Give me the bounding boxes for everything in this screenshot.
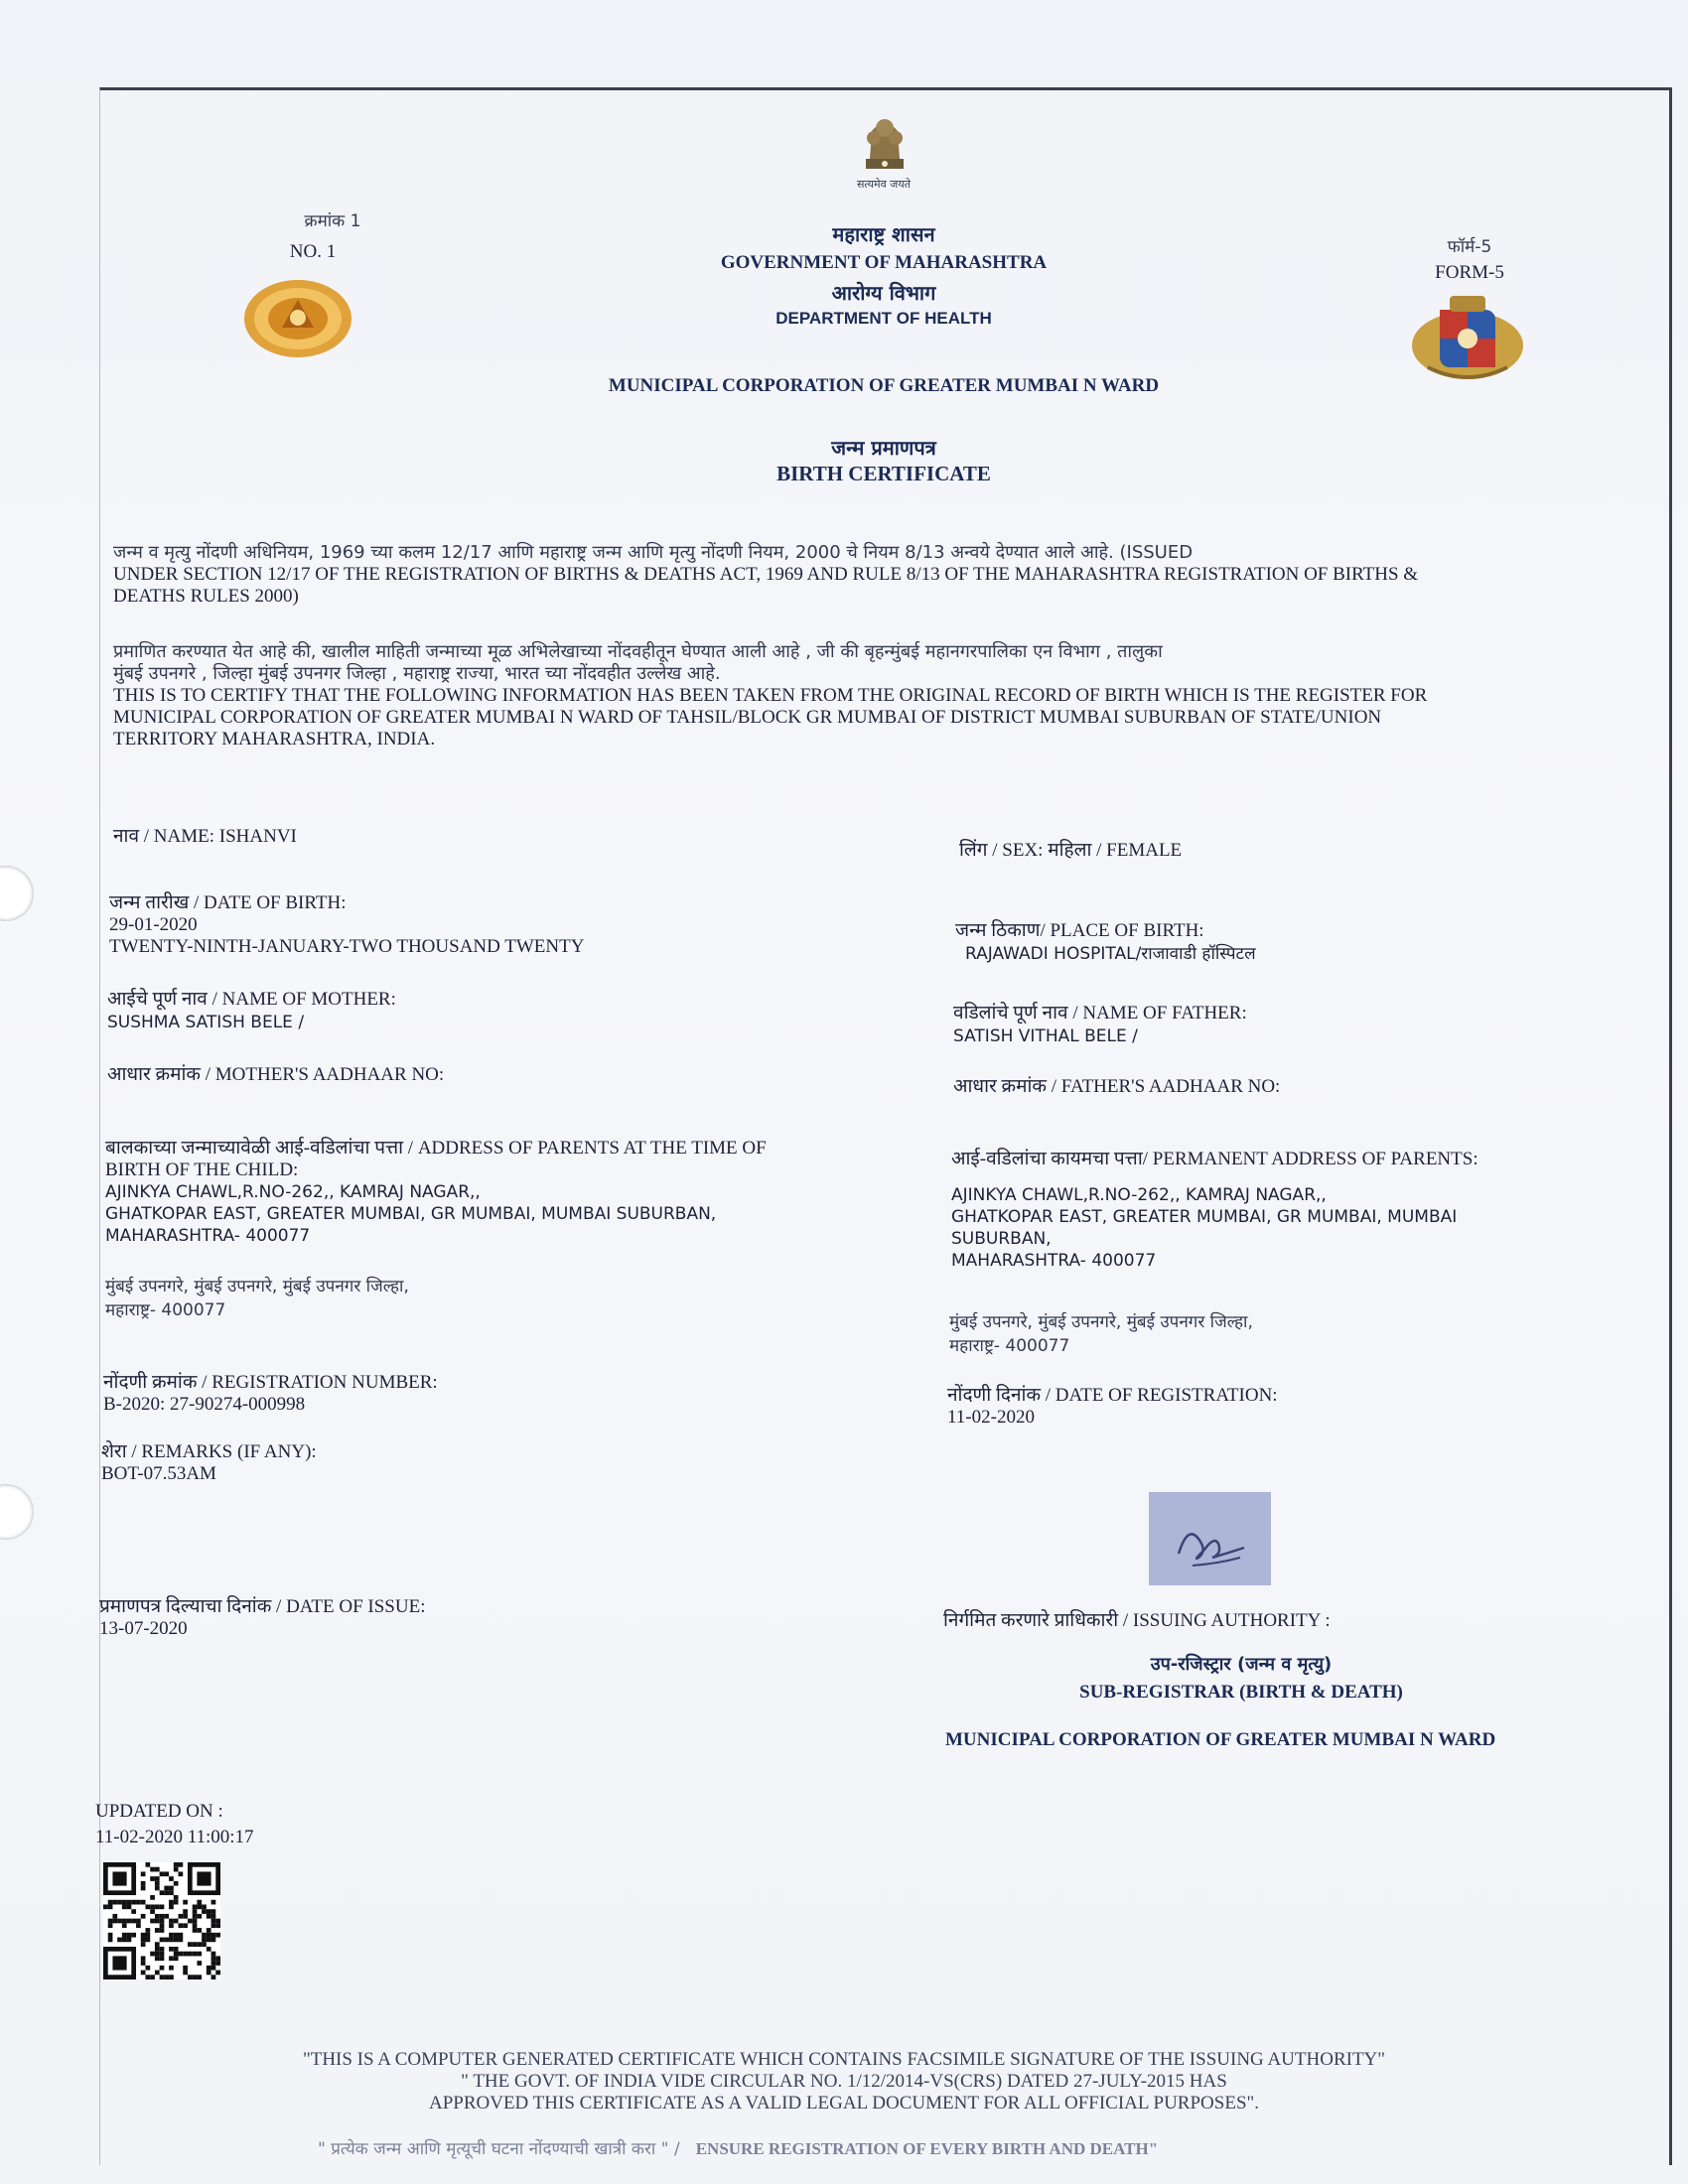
certify-line-5: TERRITORY MAHARASHTRA, INDIA. [113, 729, 436, 750]
address-at-birth-marathi [105, 1275, 409, 1322]
mother-value: SUSHMA SATISH BELE / [107, 1013, 305, 1032]
certify-line-1: प्रमाणित करण्यात येत आहे की, खालील माहिती जन्माच्या मूळ अभिलेखाच्या नोंदवहीतून घेण्यात आली आहे , जी की बृहन्मुंबई महानगरपालिका एन विभाग , तालुका [113, 641, 1163, 662]
permanent-address-line-2: GHATKOPAR EAST, GREATER MUMBAI, GR MUMBAI, MUMBAI [951, 1207, 1458, 1227]
address-at-birth-line-2: GHATKOPAR EAST, GREATER MUMBAI, GR MUMBAI, MUMBAI SUBURBAN, [105, 1204, 717, 1224]
father-label: वडिलांचे पूर्ण नाव / NAME OF FATHER: [953, 1003, 1247, 1024]
registration-number-block [103, 1372, 438, 1416]
updated-on-block [95, 1801, 254, 1848]
footer-slogan-marathi: " प्रत्येक जन्म आणि मृत्यूची घटना नोंदण्याची खात्री करा " / [318, 2139, 680, 2159]
form-label: FORM-5 [1435, 262, 1504, 283]
registration-date-block [947, 1385, 1278, 1429]
date-of-issue-value: 13-07-2020 [99, 1618, 188, 1639]
statute-paragraph [113, 542, 1647, 608]
certificate-title-marathi: जन्म प्रमाणपत्र [831, 436, 936, 460]
registration-date-label: नोंदणी दिनांक / DATE OF REGISTRATION: [947, 1385, 1278, 1406]
footer-line-1: "THIS IS A COMPUTER GENERATED CERTIFICATE WHICH CONTAINS FACSIMILE SIGNATURE OF THE ISSUING AUTHORITY" [302, 2049, 1386, 2070]
govt-title: GOVERNMENT OF MAHARASHTRA [720, 252, 1048, 273]
father-aadhaar-label: आधार क्रमांक / FATHER'S AADHAAR NO: [953, 1076, 1281, 1097]
qr-code-icon [103, 1862, 220, 1979]
place-of-birth-block [955, 920, 1256, 966]
updated-on-value: 11-02-2020 11:00:17 [95, 1827, 254, 1847]
dept-title-marathi: आरोग्य विभाग [831, 281, 936, 305]
permanent-address-line-4: MAHARASHTRA- 400077 [951, 1251, 1157, 1271]
dob-words: TWENTY-NINTH-JANUARY-TWO THOUSAND TWENTY [109, 936, 585, 957]
address-at-birth-label-2: BIRTH OF THE CHILD: [105, 1160, 299, 1180]
permanent-address-block [951, 1149, 1646, 1272]
signature-image [1149, 1492, 1271, 1585]
form-label-marathi: फॉर्म-5 [1447, 237, 1492, 257]
registration-number-label: नोंदणी क्रमांक / REGISTRATION NUMBER: [103, 1372, 438, 1393]
corporation-title: MUNICIPAL CORPORATION OF GREATER MUMBAI N WARD [608, 375, 1160, 396]
address-at-birth-marathi-1: मुंबई उपनगरे, मुंबई उपनगरे, मुंबई उपनगर जिल्हा, [105, 1277, 409, 1297]
father-value: SATISH VITHAL BELE / [953, 1026, 1138, 1046]
certify-line-4: MUNICIPAL CORPORATION OF GREATER MUMBAI N WARD OF TAHSIL/BLOCK GR MUMBAI OF DISTRICT MUMBAI SUBURBAN OF STATE/UNION [113, 707, 1382, 728]
number-label: NO. 1 [289, 241, 337, 262]
date-of-issue-block [99, 1596, 425, 1640]
dob-block [109, 892, 584, 958]
issuing-authority-label: निर्गमित करणारे प्राधिकारी / ISSUING AUTHORITY : [943, 1610, 1331, 1631]
certify-line-2: मुंबई उपनगरे , जिल्हा मुंबई उपनगर जिल्हा , महाराष्ट्र राज्या, भारत च्या नोंदवहीत उल्लेख आहे. [113, 663, 721, 684]
father-block [953, 1003, 1247, 1048]
national-emblem-icon [852, 111, 917, 179]
authority-corporation: MUNICIPAL CORPORATION OF GREATER MUMBAI N WARD [945, 1729, 1496, 1750]
number-label-marathi: क्रमांक 1 [304, 211, 361, 231]
footer-line-2: " THE GOVT. OF INDIA VIDE CIRCULAR NO. 1/12/2014-VS(CRS) DATED 27-JULY-2015 HAS [461, 2071, 1227, 2092]
name-field: नाव / NAME: ISHANVI [113, 826, 297, 847]
footer-slogan [318, 2136, 1158, 2159]
punch-hole-top [0, 866, 34, 921]
place-of-birth-label: जन्म ठिकाण/ PLACE OF BIRTH: [955, 920, 1204, 941]
bmc-crest-icon [1410, 288, 1525, 387]
statute-line-2: UNDER SECTION 12/17 OF THE REGISTRATION OF BIRTHS & DEATHS ACT, 1969 AND RULE 8/13 OF THE MAHARASHTRA REGISTRATION OF BIRTHS & [113, 564, 1419, 585]
date-of-issue-label: प्रमाणपत्र दिल्याचा दिनांक / DATE OF ISSUE: [99, 1596, 426, 1617]
remarks-block [101, 1441, 317, 1485]
permanent-address-marathi-2: महाराष्ट्र- 400077 [949, 1336, 1070, 1356]
mother-aadhaar-label: आधार क्रमांक / MOTHER'S AADHAAR NO: [107, 1064, 445, 1085]
permanent-address-marathi-1: मुंबई उपनगरे, मुंबई उपनगरे, मुंबई उपनगर जिल्हा, [949, 1312, 1253, 1332]
dob-value: 29-01-2020 [109, 914, 198, 935]
statute-line-1: जन्म व मृत्यु नोंदणी अधिनियम, 1969 च्या कलम 12/17 आणि महाराष्ट्र जन्म आणि मृत्यु नोंदणी नियम, 2000 चे नियम 8/13 अन्वये देण्यात आले आहे. (ISSUED [113, 542, 1194, 563]
dept-title: DEPARTMENT OF HEALTH [775, 309, 992, 328]
sex-field: लिंग / SEX: महिला / FEMALE [959, 840, 1183, 861]
certify-line-3: THIS IS TO CERTIFY THAT THE FOLLOWING INFORMATION HAS BEEN TAKEN FROM THE ORIGINAL RECORD OF BIRTH WHICH IS THE REGISTER FOR [113, 685, 1428, 706]
dob-label: जन्म तारीख / DATE OF BIRTH: [109, 892, 347, 913]
updated-on-label: UPDATED ON : [95, 1801, 223, 1822]
address-at-birth-block [105, 1138, 939, 1247]
govt-title-marathi: महाराष्ट्र शासन [832, 222, 935, 246]
permanent-address-marathi [949, 1310, 1253, 1358]
address-at-birth-line-1: AJINKYA CHAWL,R.NO-262,, KAMRAJ NAGAR,, [105, 1182, 481, 1202]
permanent-address-label: आई-वडिलांचा कायमचा पत्ता/ PERMANENT ADDRESS OF PARENTS: [951, 1149, 1478, 1169]
page-border [99, 87, 1672, 2165]
punch-hole-bottom [0, 1484, 34, 1540]
maharashtra-seal-icon [242, 278, 353, 359]
remarks-value: BOT-07.53AM [101, 1463, 216, 1484]
address-at-birth-line-3: MAHARASHTRA- 400077 [105, 1226, 311, 1246]
place-of-birth-value: RAJAWADI HOSPITAL/राजावाडी हॉस्पिटल [965, 944, 1256, 964]
registration-date-value: 11-02-2020 [947, 1407, 1035, 1428]
permanent-address-line-3: SUBURBAN, [951, 1229, 1052, 1249]
registration-number-value: B-2020: 27-90274-000998 [103, 1394, 306, 1415]
mother-label: आईचे पूर्ण नाव / NAME OF MOTHER: [107, 989, 396, 1010]
sub-registrar-marathi: उप-रजिस्ट्रार (जन्म व मृत्यु) [1150, 1654, 1333, 1675]
footer-notice [179, 2049, 1509, 2115]
emblem-caption: सत्यमेव जयते [856, 178, 911, 191]
mother-block [107, 989, 396, 1034]
address-at-birth-label-1: बालकाच्या जन्माच्यावेळी आई-वडिलांचा पत्ता / ADDRESS OF PARENTS AT THE TIME OF [105, 1138, 767, 1159]
footer-slogan-english: ENSURE REGISTRATION OF EVERY BIRTH AND DEATH" [695, 2139, 1159, 2158]
statute-line-3: DEATHS RULES 2000) [113, 586, 299, 607]
sub-registrar: SUB-REGISTRAR (BIRTH & DEATH) [1079, 1682, 1403, 1703]
permanent-address-line-1: AJINKYA CHAWL,R.NO-262,, KAMRAJ NAGAR,, [951, 1185, 1327, 1205]
certificate-title: BIRTH CERTIFICATE [776, 462, 991, 485]
remarks-label: शेरा / REMARKS (IF ANY): [101, 1441, 317, 1462]
footer-line-3: APPROVED THIS CERTIFICATE AS A VALID LEGAL DOCUMENT FOR ALL OFFICIAL PURPOSES". [428, 2093, 1260, 2114]
certify-paragraph [113, 641, 1647, 751]
address-at-birth-marathi-2: महाराष्ट्र- 400077 [105, 1300, 226, 1320]
